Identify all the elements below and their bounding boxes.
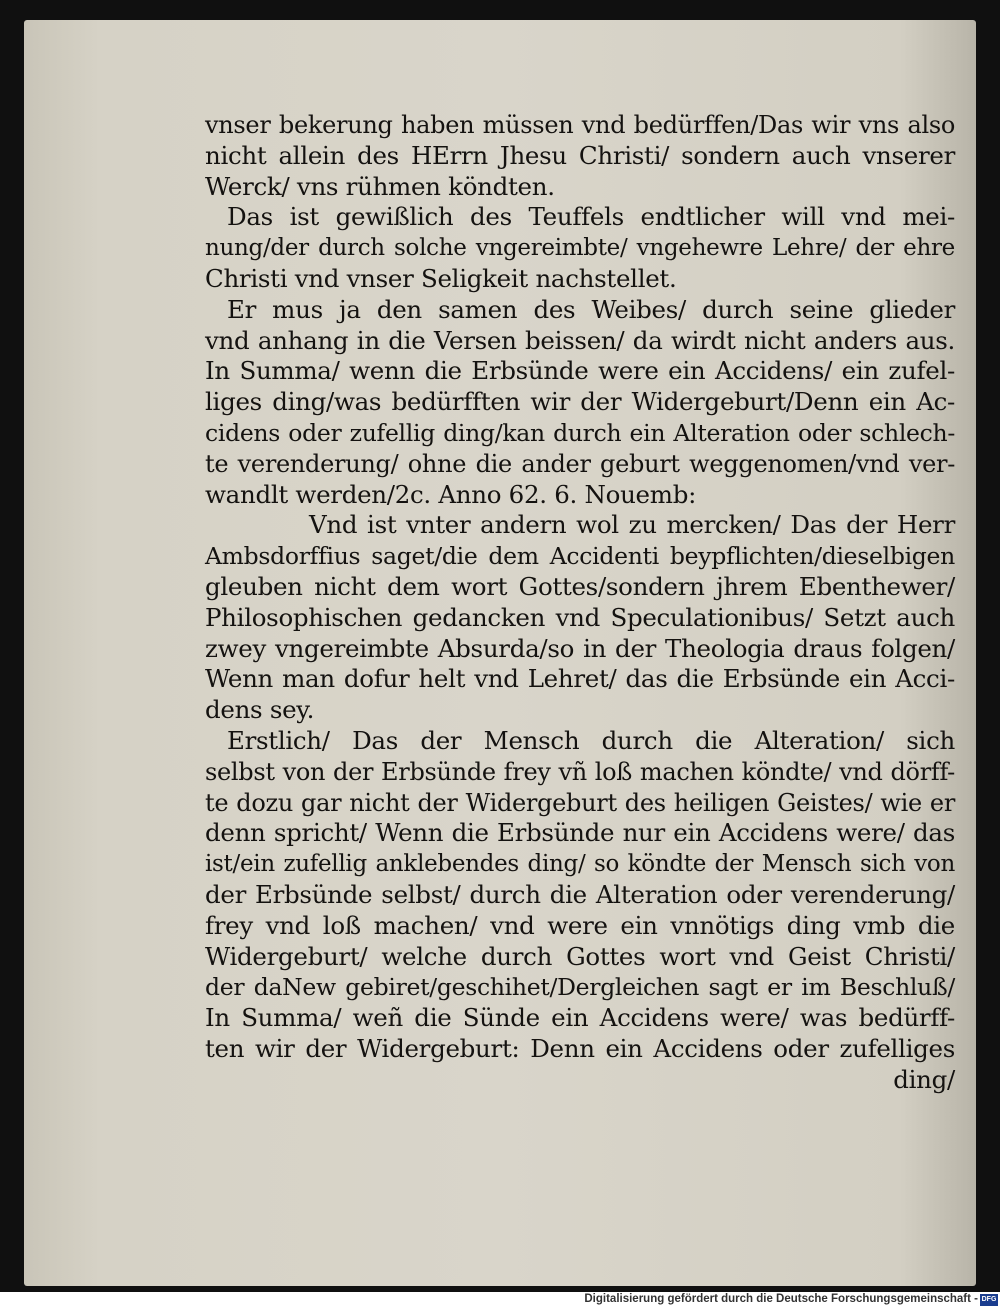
text-line: Wenn man dofur helt vnd Lehret/ das die Erbsünde ein Acci- xyxy=(205,664,955,694)
text-line: liges ding/was bedürfften wir der Widergeburt/Denn ein Ac- xyxy=(205,387,955,417)
text-line: denn spricht/ Wenn die Erbsünde nur ein Accidens were/ das xyxy=(205,818,955,848)
dfg-logo-icon: DFG xyxy=(980,1294,998,1306)
text-line: frey vnd loß machen/ vnd were ein vnnötigs ding vmb die xyxy=(205,910,955,940)
text-line: Werck/ vns rühmen köndten. xyxy=(205,171,555,201)
text-line: der daNew gebiret/geschihet/Dergleichen sagt er im Beschluß/ xyxy=(205,973,955,1002)
text-line: selbst von der Erbsünde frey vñ loß machen köndte/ vnd dörff- xyxy=(205,757,955,786)
text-line: Ambsdorffius saget/die dem Accidenti beypflichten/dieselbigen xyxy=(205,542,955,571)
text-line: In Summa/ wenn die Erbsünde were ein Accidens/ ein zufel- xyxy=(205,356,955,386)
text-line: der Erbsünde selbst/ durch die Alteration oder verenderung/ xyxy=(205,879,955,909)
text-line: Erstlich/ Das der Mensch durch die Alteration/ sich xyxy=(227,725,955,755)
text-line: vnser bekerung haben müssen vnd bedürffen/Das wir vns also xyxy=(205,111,955,139)
text-line: cidens oder zufellig ding/kan durch ein Alteration oder schlech- xyxy=(205,418,955,447)
text-line: wandlt werden/2c. Anno 62. 6. Nouemb: xyxy=(205,479,697,509)
text-line: Das ist gewißlich des Teuffels endtlicher will vnd mei- xyxy=(227,202,955,232)
text-line: In Summa/ weñ die Sünde ein Accidens were/ was bedürff- xyxy=(205,1003,955,1033)
text-line: zwey vngereimbte Absurda/so in der Theologia draus folgen/ xyxy=(205,633,955,663)
text-line: Widergeburt/ welche durch Gottes wort vnd Geist Christi/ xyxy=(205,941,955,971)
text-line: vnd anhang in die Versen beissen/ da wirdt nicht anders aus. xyxy=(205,325,955,355)
text-line: nicht allein des HErrn Jhesu Christi/ sondern auch vnserer xyxy=(205,140,955,170)
footer-bar xyxy=(0,1292,1000,1310)
text-line: dens sey. xyxy=(205,695,315,725)
text-line: nung/der durch solche vngereimbte/ vngehewre Lehre/ der ehre xyxy=(205,235,955,262)
text-line: Philosophischen gedancken vnd Speculationibus/ Setzt auch xyxy=(205,602,955,632)
text-line: ist/ein zufellig anklebendes ding/ so köndte der Mensch sich von xyxy=(205,851,955,878)
text-line: te verenderung/ ohne die ander geburt weggenomen/vnd ver- xyxy=(205,449,955,478)
text-line: Christi vnd vnser Seligkeit nachstellet. xyxy=(205,263,677,293)
text-line: Vnd ist vnter andern wol zu mercken/ Das der Herr xyxy=(309,510,955,540)
text-line: te dozu gar nicht der Widergeburt des heiligen Geistes/ wie er xyxy=(205,788,955,817)
dfg-credit: Digitalisierung gefördert durch die Deutsche Forschungsgemeinschaft - xyxy=(584,1293,978,1305)
catchword: ding/ xyxy=(893,1064,955,1094)
page-text xyxy=(205,110,955,1096)
text-line: ten wir der Widergeburt: Denn ein Accidens oder zufelliges xyxy=(205,1033,955,1063)
text-line: Er mus ja den samen des Weibes/ durch seine glieder xyxy=(227,294,955,324)
text-line: gleuben nicht dem wort Gottes/sondern jhrem Ebenthewer/ xyxy=(205,571,955,601)
